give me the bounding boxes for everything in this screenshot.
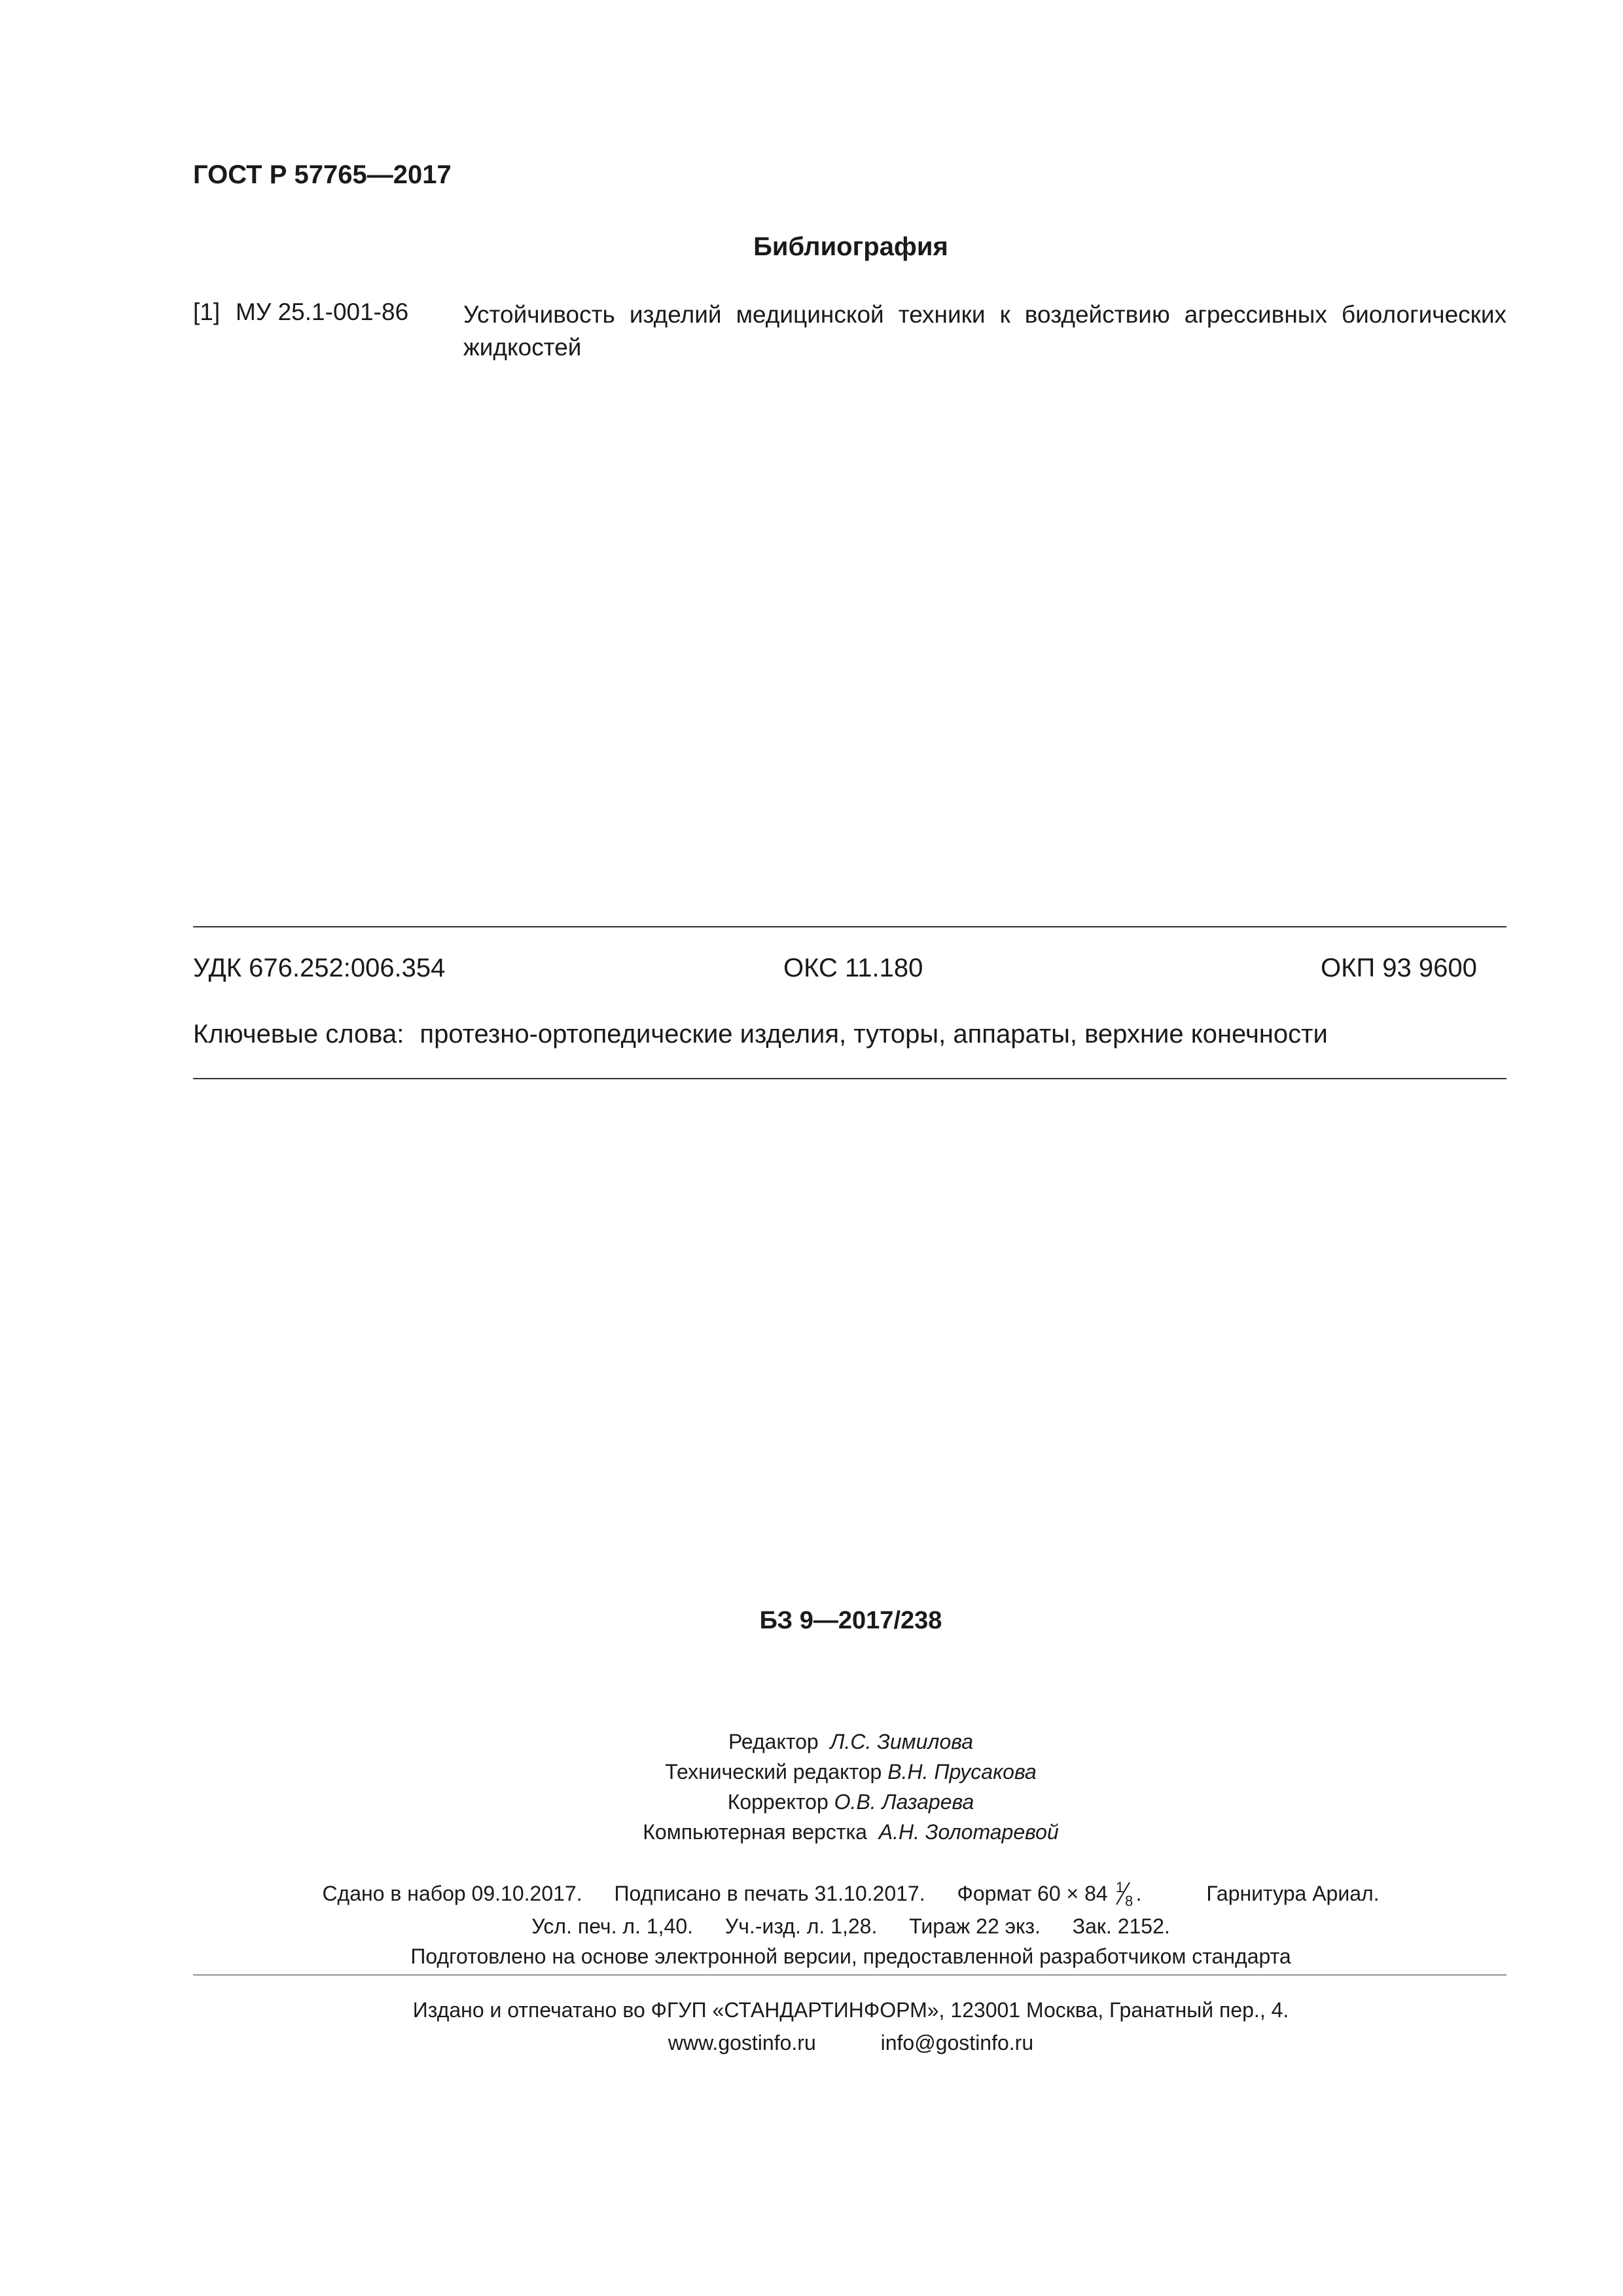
credit-role: Редактор — [728, 1730, 819, 1753]
order-number: Зак. 2152. — [1072, 1914, 1170, 1938]
standard-number: ГОСТ Р 57765—2017 — [193, 160, 452, 189]
credit-tech-editor — [0, 1757, 1623, 1787]
credit-name: А.Н. Золотаревой — [878, 1820, 1059, 1844]
fraction-denominator: 8 — [1124, 1893, 1133, 1907]
sheets-line — [0, 1911, 1623, 1941]
print-details-line: Сдано в набор 09.10.2017. Подписано в печать 31.10.2017. Формат 60 × 84 1 8 . Гарнитура Ариал. — [0, 1876, 1623, 1911]
bz-number: БЗ 9—2017/238 — [759, 1607, 942, 1634]
keywords-label: Ключевые слова: — [193, 1020, 404, 1049]
credit-role: Компьютерная верстка — [643, 1820, 867, 1844]
publisher-block — [0, 1994, 1623, 2059]
print-sheets: Усл. печ. л. 1,40. — [531, 1914, 693, 1938]
bibliography-item-number: [1] — [193, 298, 221, 325]
keywords-line — [193, 1020, 1328, 1049]
keywords-text: протезно-ортопедические изделия, туторы, аппараты, верхние конечности — [419, 1020, 1328, 1049]
publisher-address: Издано и отпечатано во ФГУП «СТАНДАРТИНФОРМ», 123001 Москва, Гранатный пер., 4. — [412, 1998, 1289, 2022]
bibliography-item-text: Устойчивость изделий медицинской техники к воздействию агрессивных биологических жидкостей — [463, 301, 1507, 361]
credit-role: Технический редактор — [665, 1760, 882, 1784]
publisher-contacts — [0, 2026, 1623, 2059]
format-fraction — [1114, 1881, 1136, 1905]
signed-date: Подписано в печать 31.10.2017. — [614, 1882, 925, 1905]
okp-code: ОКП 93 9600 — [1321, 954, 1477, 982]
pub-sheets: Уч.-изд. л. 1,28. — [724, 1914, 878, 1938]
divider-bottom — [193, 1078, 1507, 1079]
submitted-date: Сдано в набор 09.10.2017. — [322, 1882, 582, 1905]
credit-editor — [0, 1727, 1623, 1757]
email-link[interactable]: info@gostinfo.ru — [880, 2031, 1034, 2054]
bibliography-item-code: МУ 25.1-001-86 — [236, 298, 409, 325]
publication-details — [0, 1876, 1623, 1971]
credit-name: Л.С. Зимилова — [830, 1730, 974, 1753]
credit-role: Корректор — [727, 1790, 829, 1814]
credit-layout — [0, 1817, 1623, 1847]
credits-block — [0, 1727, 1623, 1847]
credit-proofreader — [0, 1787, 1623, 1817]
divider-top — [193, 926, 1507, 927]
oks-code: ОКС 11.180 — [783, 954, 923, 982]
bibliography-title: Библиография — [753, 232, 948, 261]
website-link[interactable]: www.gostinfo.ru — [668, 2031, 816, 2054]
credit-name: В.Н. Прусакова — [887, 1760, 1037, 1784]
udk-code: УДК 676.252:006.354 — [193, 954, 446, 982]
paper-format: Формат 60 × 84 — [957, 1882, 1108, 1905]
prepared-note: Подготовлено на основе электронной версии, предоставленной разработчиком стандарта — [410, 1945, 1291, 1968]
circulation: Тираж 22 экз. — [909, 1914, 1041, 1938]
typeface: Гарнитура Ариал. — [1206, 1882, 1380, 1905]
fraction-numerator: 1 — [1115, 1881, 1124, 1895]
credit-name: О.В. Лазарева — [834, 1790, 974, 1814]
